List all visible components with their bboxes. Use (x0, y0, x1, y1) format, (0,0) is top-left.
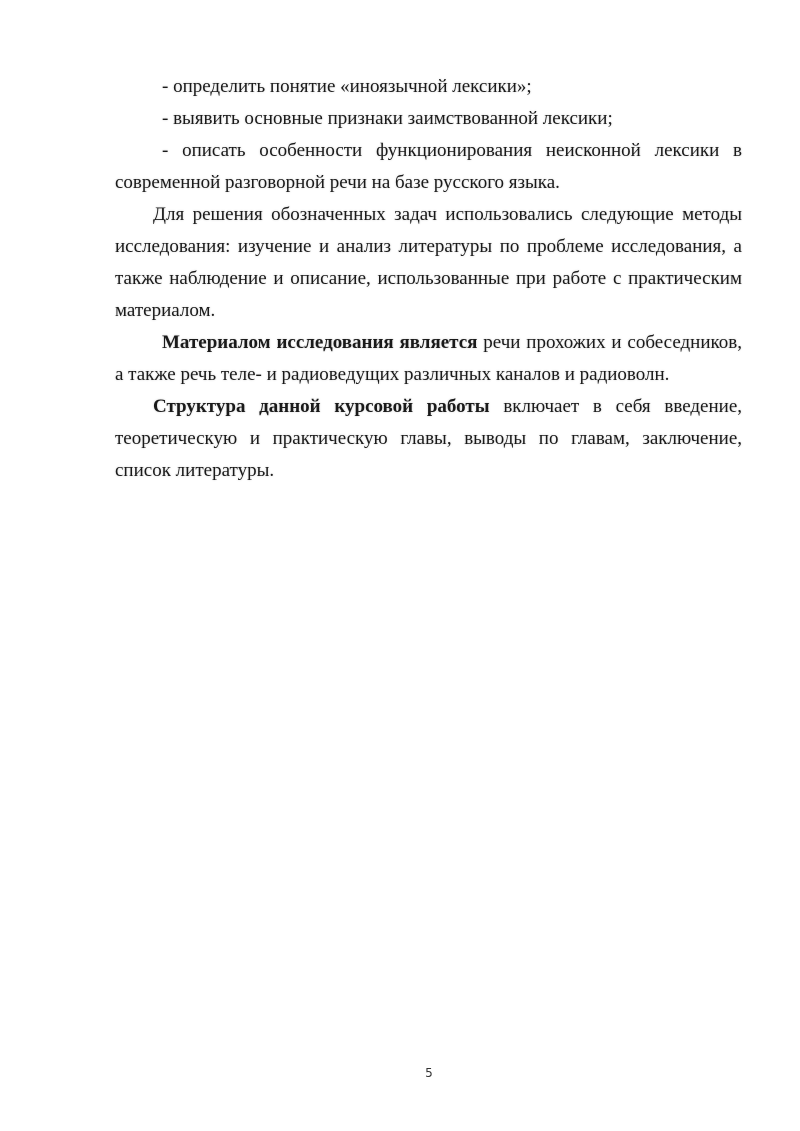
list-item-3: - описать особенности функционирования неисконной лексики в современной разговорной речи на базе русского языка. (115, 140, 742, 193)
material-text: речи прохожих и собеседников, а также речь теле- и радиоведущих различных каналов и радиоволн. (115, 332, 742, 385)
methods-paragraph: Для решения обозначенных задач использовались следующие методы исследования: изучение и анализ литературы по проблеме исследования, а также наблюдение и описание, использованные при работе с практическим материалом. (115, 204, 742, 321)
material-bold-lead: Материалом исследования является (162, 332, 478, 353)
structure-bold-lead: Структура данной курсовой работы (153, 396, 490, 417)
page-number: 5 (425, 1066, 433, 1080)
material-paragraph (115, 327, 742, 391)
structure-text: включает в себя введение, теоретическую и практическую главы, выводы по главам, заключение, список литературы. (115, 396, 743, 481)
body-text (115, 71, 742, 487)
list-item-1: - определить понятие «иноязычной лексики»; (162, 76, 532, 97)
structure-paragraph (115, 391, 742, 487)
list-item-2: - выявить основные признаки заимствованной лексики; (162, 108, 613, 129)
